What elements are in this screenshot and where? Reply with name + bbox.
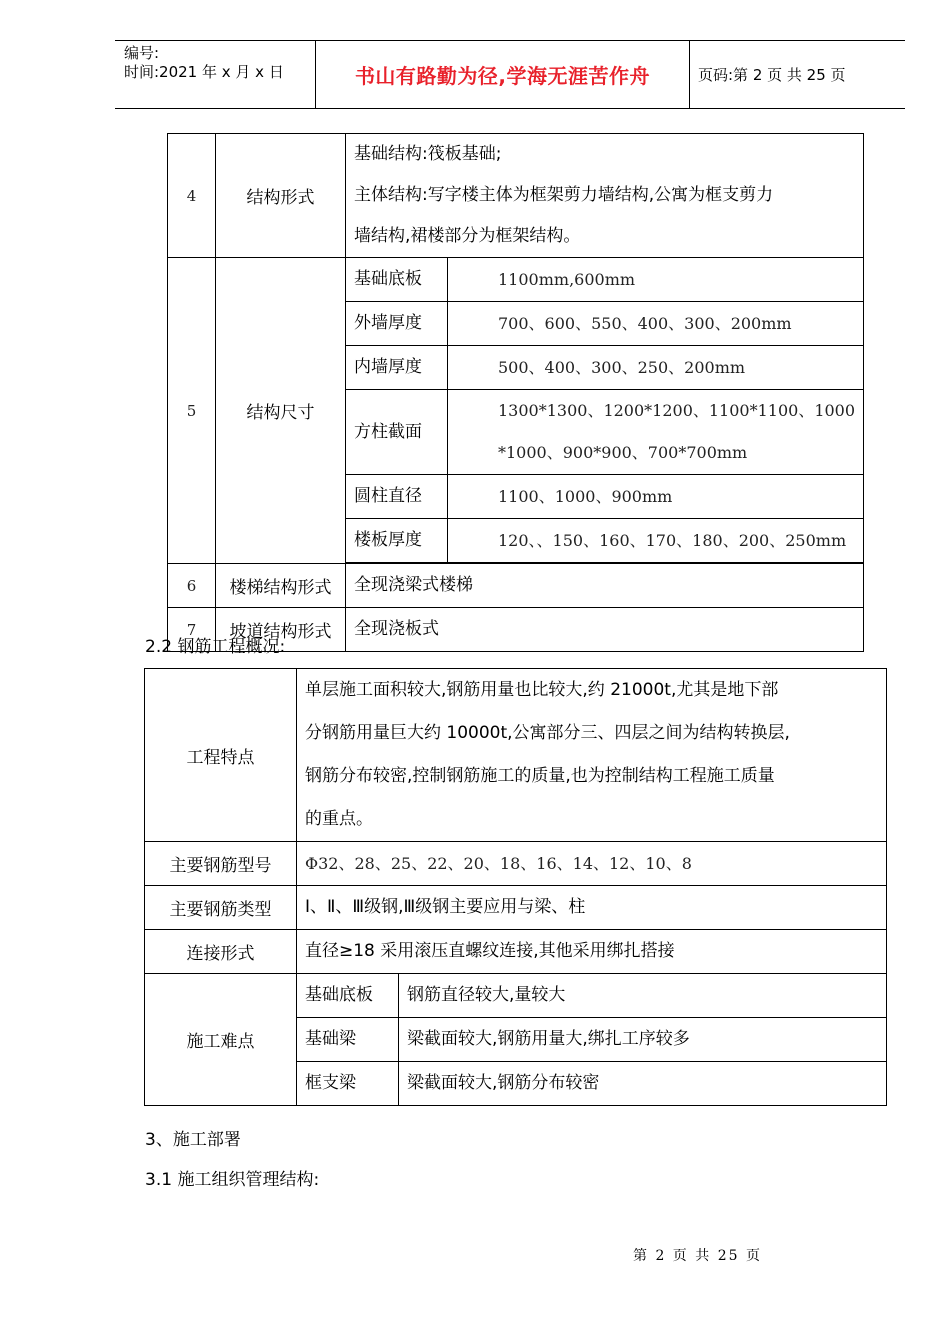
row-number: 4 [168, 134, 216, 258]
item-label: 圆柱直径 [346, 475, 448, 519]
table-row [168, 564, 864, 608]
connection-label: 连接形式 [145, 930, 297, 974]
features-label: 工程特点 [145, 669, 297, 842]
item-label: 内墙厚度 [346, 346, 448, 390]
item-label: 框支梁 [297, 1062, 399, 1106]
header-meta [115, 41, 316, 108]
rebar-table [144, 668, 887, 1106]
models-label: 主要钢筋型号 [145, 842, 297, 886]
row-name: 结构形式 [216, 134, 346, 258]
table-row [168, 134, 864, 258]
models-value: Φ32、28、25、22、20、18、16、14、12、10、8 [297, 842, 887, 886]
item-label: 方柱截面 [346, 390, 448, 475]
item-value: 1100mm,600mm [448, 258, 864, 302]
item-value: 钢筋直径较大,量较大 [399, 974, 887, 1018]
code-label: 编号: [124, 44, 160, 62]
desc-line: 分钢筋用量巨大约 10000t,公寓部分三、四层之间为结构转换层, [305, 723, 790, 743]
row-name: 坡道结构形式 [216, 608, 346, 652]
row-number: 5 [168, 258, 216, 564]
table-row [145, 842, 887, 886]
row-name: 楼梯结构形式 [216, 564, 346, 608]
row-number: 7 [168, 608, 216, 652]
item-value [448, 390, 864, 475]
structure-form-desc [346, 134, 864, 258]
features-desc [297, 669, 887, 842]
item-value: 700、600、550、400、300、200mm [448, 302, 864, 346]
page-header [115, 40, 905, 109]
desc-line: 主体结构:写字楼主体为框架剪力墙结构,公寓为框支剪力 [354, 185, 774, 205]
item-value: 500、400、300、250、200mm [448, 346, 864, 390]
table-row [145, 930, 887, 974]
item-value: 梁截面较大,钢筋用量大,绑扎工序较多 [399, 1018, 887, 1062]
row-name: 结构尺寸 [216, 258, 346, 564]
row-value: 全现浇梁式楼梯 [346, 564, 864, 608]
header-page-cell [690, 41, 905, 108]
item-value: 梁截面较大,钢筋分布较密 [399, 1062, 887, 1106]
item-label: 外墙厚度 [346, 302, 448, 346]
page-label: 页码:第 2 页 共 25 页 [698, 66, 846, 84]
page-footer: 第 2 页 共 25 页 [633, 1248, 762, 1264]
time-label: 时间:2021 年 x 月 x 日 [124, 63, 284, 81]
item-label: 基础底板 [297, 974, 399, 1018]
item-value: 1100、1000、900mm [448, 475, 864, 519]
connection-value: 直径≥18 采用滚压直螺纹连接,其他采用绑扎搭接 [297, 930, 887, 974]
structure-table [167, 133, 864, 652]
types-label: 主要钢筋类型 [145, 886, 297, 930]
item-label: 基础底板 [346, 258, 448, 302]
desc-line: 钢筋分布较密,控制钢筋施工的质量,也为控制结构工程施工质量 [305, 766, 775, 786]
section-heading-3-1: 3.1 施工组织管理结构: [145, 1170, 320, 1190]
desc-line: 墙结构,裙楼部分为框架结构。 [354, 226, 581, 246]
table-row [145, 669, 887, 842]
section-heading-3: 3、施工部署 [145, 1130, 241, 1150]
section-heading-2-2: 2.2 钢筋工程概况: [145, 637, 286, 657]
types-value: Ⅰ、Ⅱ、Ⅲ级钢,Ⅲ级钢主要应用与梁、柱 [297, 886, 887, 930]
item-value: 120、、150、160、170、180、200、250mm [448, 519, 864, 563]
row-value: 全现浇板式 [346, 608, 864, 652]
motto-text: 书山有路勤为径,学海无涯苦作舟 [354, 64, 651, 88]
desc-line: 的重点。 [305, 809, 373, 829]
table-row [145, 974, 887, 1018]
header-motto-cell [316, 41, 690, 108]
value-line: *1000、900*900、700*700mm [498, 443, 748, 462]
item-label: 基础梁 [297, 1018, 399, 1062]
value-line: 1300*1300、1200*1200、1100*1100、1000 [498, 401, 856, 420]
item-label: 楼板厚度 [346, 519, 448, 563]
difficulty-label: 施工难点 [145, 974, 297, 1106]
desc-line: 单层施工面积较大,钢筋用量也比较大,约 21000t,尤其是地下部 [305, 680, 779, 700]
table-row [145, 886, 887, 930]
row-number: 6 [168, 564, 216, 608]
table-row [168, 258, 864, 302]
desc-line: 基础结构:筏板基础; [354, 144, 502, 164]
